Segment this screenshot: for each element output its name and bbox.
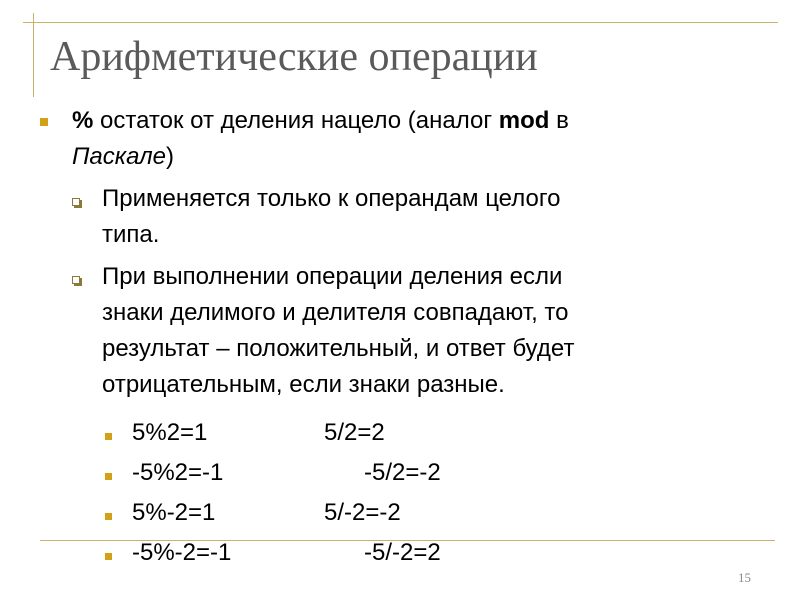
bullet-1-line-2 — [72, 142, 174, 172]
small-square-bullet-icon — [105, 433, 112, 440]
example-div: -5/-2=2 — [364, 539, 441, 566]
bullet-1-text-b: в — [549, 107, 569, 134]
bullet-1-text-a: остаток от деления нацело (аналог — [93, 107, 499, 134]
frame-line-top — [23, 22, 778, 23]
sub-1-line-2: типа. — [102, 221, 160, 248]
sub-1-line-1: Применяется только к операндам целого — [102, 185, 561, 212]
hollow-square-bullet-icon — [72, 198, 80, 206]
example-mod: 5%-2=1 — [132, 499, 216, 526]
example-div: 5/-2=-2 — [324, 499, 401, 526]
bullet-1-line-1 — [72, 106, 569, 136]
page-number: 15 — [738, 570, 751, 585]
small-square-bullet-icon — [105, 553, 112, 560]
slide-title: Арифметические операции — [50, 34, 538, 80]
hollow-square-bullet-icon — [72, 276, 80, 284]
sub-2-line-2: знаки делимого и делителя совпадают, то — [102, 299, 569, 326]
example-mod: -5%2=-1 — [132, 459, 224, 486]
sub-2-line-3: результат – положительный, и ответ будет — [102, 335, 575, 362]
pascal-word: Паскале — [72, 143, 167, 170]
small-square-bullet-icon — [105, 473, 112, 480]
frame-line-left — [33, 13, 34, 97]
bullet-1-text-c: ) — [166, 143, 175, 170]
sub-2-line-4: отрицательным, если знаки разные. — [102, 371, 505, 398]
example-div: -5/2=-2 — [364, 459, 441, 486]
percent-symbol: % — [72, 107, 94, 134]
example-div: 5/2=2 — [324, 419, 385, 446]
bullet-square-icon — [40, 118, 48, 126]
mod-keyword: mod — [498, 107, 550, 134]
example-mod: -5%-2=-1 — [132, 539, 232, 566]
example-mod: 5%2=1 — [132, 419, 208, 446]
sub-2-line-1: При выполнении операции деления если — [102, 263, 563, 290]
small-square-bullet-icon — [105, 513, 112, 520]
